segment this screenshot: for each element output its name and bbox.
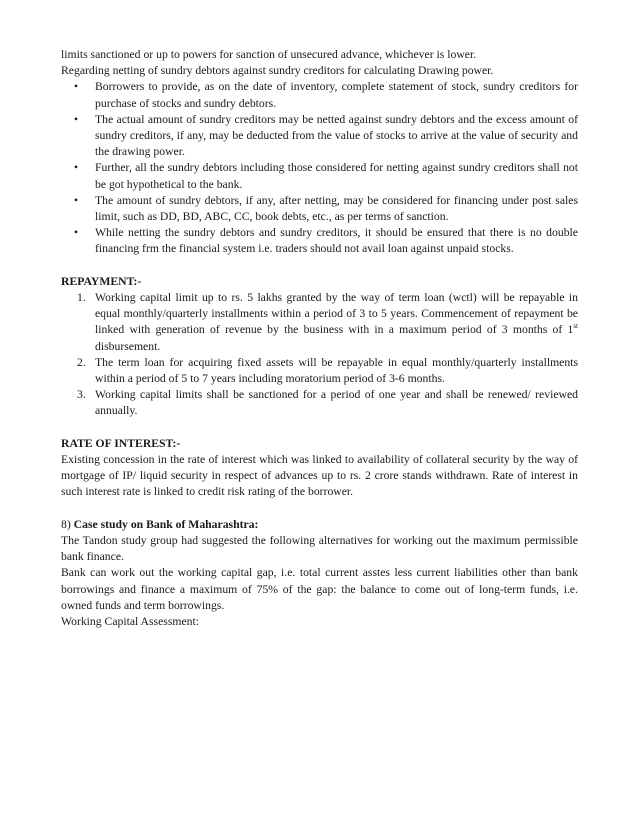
bullet-text: Borrowers to provide, as on the date of inventory, complete statement of stock, sundry creditors for purchase of stocks and sundry debtors. xyxy=(95,80,578,110)
bullet-item xyxy=(61,112,578,161)
intro-line-2: Regarding netting of sundry debtors against sundry creditors for calculating Drawing power. xyxy=(61,64,494,78)
repayment-item xyxy=(61,387,578,419)
repayment-heading: REPAYMENT:- xyxy=(61,274,142,288)
spacer xyxy=(61,258,578,274)
bullet-item xyxy=(61,160,578,192)
bullet-item xyxy=(61,193,578,225)
bullet-text: The amount of sundry debtors, if any, after netting, may be considered for financing under post sales limit, such as DD, BD, ABC, CC, book debts, etc., as per terms of sanction. xyxy=(95,193,578,224)
item-text: Working capital limit up to rs. 5 lakhs granted by the way of term loan (wctl) will be repayable in equal monthly/quarterly installments within a period of 3 to 5 years. Commencement of repayment be linked with generation of revenue by the business with in a maximum period of 3 months of 1 xyxy=(95,291,578,337)
item-number: 1. xyxy=(77,291,86,305)
bullet-text: While netting the sundry debtors and sundry creditors, it should be ensured that there is no double financing frm the financial system i.e. traders should not avail loan against unpaid stocks. xyxy=(95,226,578,256)
repayment-list xyxy=(61,290,578,420)
bullet-item xyxy=(61,225,578,257)
bullet-icon: • xyxy=(74,193,79,207)
case-study-para-3: Working Capital Assessment: xyxy=(61,615,199,629)
case-study-para-2: Bank can work out the working capital gap, i.e. total current asstes less current liabilities other than bank borrowings and finance a maximum of 75% of the gap: the balance to come out of long-term funds, i.e. owned funds and term borrowings. xyxy=(61,566,578,612)
item-text: The term loan for acquiring fixed assets will be repayable in equal monthly/quarterly installments within a period of 5 to 7 years including moratorium period of 3-6 months. xyxy=(95,355,578,386)
case-study-para-1: The Tandon study group had suggested the following alternatives for working out the maximum permissible bank finance. xyxy=(61,534,578,564)
spacer xyxy=(61,501,578,517)
spacer xyxy=(61,420,578,436)
case-study-heading-line xyxy=(61,517,578,533)
bullet-icon: • xyxy=(74,112,79,126)
case-study-heading: Case study on Bank of Maharashtra: xyxy=(73,517,259,531)
item-number: 2. xyxy=(77,355,86,369)
repayment-item xyxy=(61,290,578,355)
rate-body: Existing concession in the rate of interest which was linked to availability of collateral security by the way of mortgage of IP/ liquid security in respect of advances up to rs. 2 crore stands withdrawn. Rate of interest in such interest rate is linked to credit risk rating of the borrower. xyxy=(61,453,578,499)
repayment-item xyxy=(61,355,578,387)
bullet-icon: • xyxy=(74,161,79,175)
item-superscript: st xyxy=(573,322,578,331)
rate-heading: RATE OF INTEREST:- xyxy=(61,436,181,450)
bullet-icon: • xyxy=(74,226,79,240)
item-number: 3. xyxy=(77,388,86,402)
section-number: 8) xyxy=(61,517,71,531)
document-page xyxy=(61,47,578,630)
item-text: Working capital limits shall be sanctioned for a period of one year and shall be renewed/ reviewed annually. xyxy=(95,388,578,418)
bullet-item xyxy=(61,79,578,111)
bullet-icon: • xyxy=(74,80,79,94)
bullet-text: Further, all the sundry debtors including those considered for netting against sundry creditors shall not be got hypothetical to the bank. xyxy=(95,161,578,191)
netting-bullet-list xyxy=(61,79,578,257)
intro-line-1: limits sanctioned or up to powers for sanction of unsecured advance, whichever is lower. xyxy=(61,48,477,61)
item-text-tail: disbursement. xyxy=(95,339,161,353)
bullet-text: The actual amount of sundry creditors may be netted against sundry debtors and the excess amount of sundry creditors, if any, may be deducted from the value of stocks to arrive at the value of security and the drawing power. xyxy=(95,112,578,159)
